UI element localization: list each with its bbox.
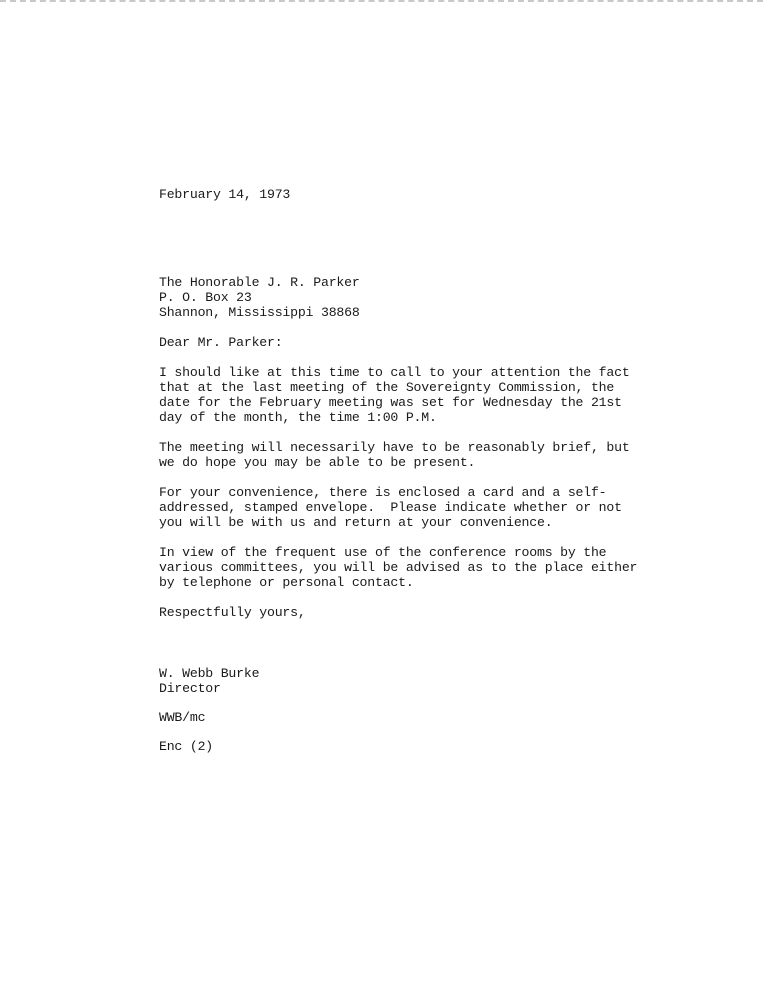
paragraph-line: we do hope you may be able to be present. [159, 455, 476, 470]
paragraph-line: you will be with us and return at your convenience. [159, 515, 553, 530]
paragraph-line: date for the February meeting was set for Wednesday the 21st [159, 395, 622, 410]
enclosure-notation: Enc (2) [159, 739, 213, 754]
paragraph-line: by telephone or personal contact. [159, 575, 414, 590]
paragraph-meeting-date [159, 365, 639, 425]
paragraph-line: For your convenience, there is enclosed a card and a self- [159, 485, 607, 500]
paragraph-conference-rooms [159, 545, 639, 590]
paragraph-line: In view of the frequent use of the conference rooms by the [159, 545, 607, 560]
reference-initials: WWB/mc [159, 710, 206, 725]
address-line: P. O. Box 23 [159, 290, 252, 305]
signer-title: Director [159, 681, 221, 696]
paragraph-line: day of the month, the time 1:00 P.M. [159, 410, 437, 425]
salutation: Dear Mr. Parker: [159, 335, 283, 350]
signer-name: W. Webb Burke [159, 666, 260, 681]
paragraph-line: The meeting will necessarily have to be reasonably brief, but [159, 440, 630, 455]
address-line: The Honorable J. R. Parker [159, 275, 360, 290]
letter-body [159, 187, 639, 754]
paragraph-line: various committees, you will be advised as to the place either [159, 560, 638, 575]
signature-block [159, 666, 639, 696]
recipient-address [159, 275, 639, 320]
page-top-border [0, 0, 763, 2]
address-line: Shannon, Mississippi 38868 [159, 305, 360, 320]
paragraph-line: addressed, stamped envelope. Please indicate whether or not [159, 500, 622, 515]
closing: Respectfully yours, [159, 605, 306, 620]
paragraph-brief-meeting [159, 440, 639, 470]
paragraph-line: that at the last meeting of the Sovereignty Commission, the [159, 380, 615, 395]
letter-date: February 14, 1973 [159, 187, 291, 202]
paragraph-line: I should like at this time to call to your attention the fact [159, 365, 630, 380]
paragraph-enclosure [159, 485, 639, 530]
